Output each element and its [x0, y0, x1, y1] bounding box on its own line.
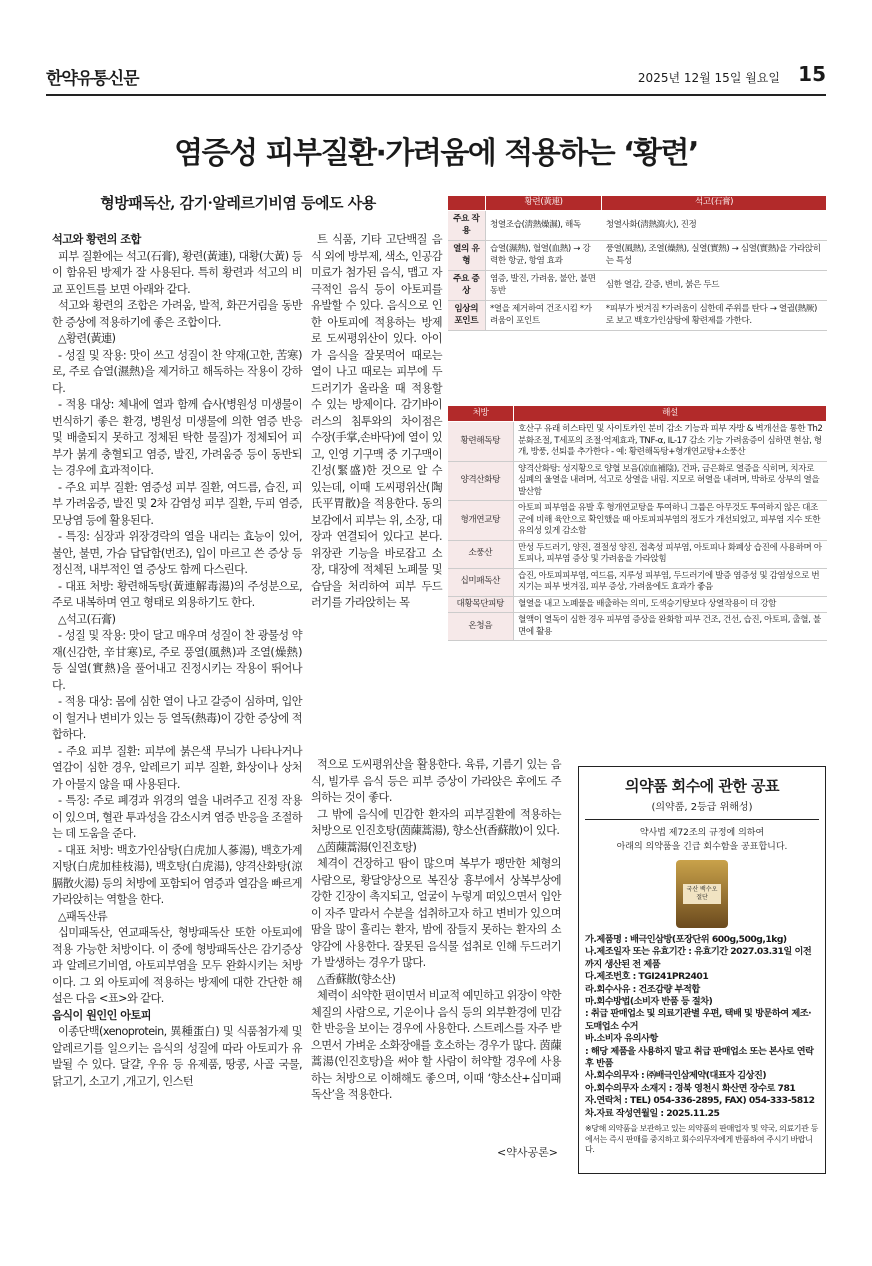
article-column-3 [311, 757, 561, 1104]
row-label: 주요 증상 [448, 271, 486, 301]
prescription-table [447, 405, 827, 641]
table-cell: 청열사화(淸熱瀉火), 진정 [602, 211, 827, 241]
prescription-name: 소풍산 [448, 540, 514, 568]
paragraph: 석고와 황련의 조합은 가려움, 발적, 화끈거림을 동반한 증상에 적용하기에 좋은 조합이다. [52, 299, 302, 329]
notice-item: 마.회수방법(소비자 반품 등 절차) [585, 996, 713, 1008]
paragraph: - 대표 처방: 황련해독탕(黃連解毒湯)의 주성분으로, 주로 내복하며 연고 형태로 외용하기도 한다. [52, 579, 302, 609]
prescription-name: 십미패독산 [448, 568, 514, 596]
table-cell: 심한 열감, 갈증, 변비, 붉은 두드 [602, 271, 827, 301]
table-cell: 청열조습(淸熱燥濕), 해독 [486, 211, 602, 241]
notice-item: 사.회수의무자 : ㈜배극인삼제약(대표자 김상진) [585, 1070, 767, 1082]
paragraph: - 적용 대상: 체내에 열과 함께 습사(병원성 미생물이 번식하기 좋은 환경, 병원성 미생물에 의한 염증 반응 및 배출되지 못하고 정체된 탁한 물질)가 정체되어 피부가 붉게 충혈되고 염증, 발진, 가려움증 등이 동반되는 경우에 효과적이다. [52, 398, 302, 477]
paragraph: - 성질 및 작용: 맛이 달고 매우며 성질이 찬 광물성 약재(신감한, 辛甘寒)로, 주로 풍열(風熱)과 조열(燥熱) 등 실열(實熱)을 풀어내고 진정시키는 작용이 뛰어나다. [52, 629, 302, 692]
paragraph: - 적용 대상: 몸에 심한 열이 나고 갈증이 심하며, 입안이 헐거나 변비가 있는 등 열독(熱毒)이 강한 증상에 적합하다. [52, 695, 302, 741]
paragraph: 그 밖에 음식에 민감한 환자의 피부질환에 적용하는 처방으로 인진호탕(茵蔯蒿湯), 향소산(香蘇散)이 있다. [311, 807, 561, 837]
product-label: 국산 백수오 절단 [683, 884, 721, 904]
notice-item: 가.제품명 : 배극인삼방(포장단위 600g,500g,1kg) [585, 934, 787, 945]
prescription-name: 황련해독탕 [448, 422, 514, 462]
table-header: 해설 [514, 406, 827, 422]
table-cell: 혈액이 열독이 심한 경우 피부염 증상을 완화함 피부 건조, 건선, 습진, 아토피, 출혈, 불면에 활용 [514, 613, 827, 641]
table-row [448, 422, 827, 462]
table-row [448, 271, 827, 301]
notice-item: 라.회수사유 : 건조감량 부적합 [585, 983, 700, 995]
table-cell: 호산구 유래 히스타민 및 사이토카인 분비 감소 기능과 피부 자방 & 벽개선을 통한 Th2 분화조절, T세포의 조절·억제효과, TNF-α, IL-17 감소 기능 가려움증이 심하면 현삼, 형개, 방풍, 선퇴를 추가한다 - 예: 황련해독탕+형개연교탕+소풍산 [514, 422, 827, 462]
table-header: 처방 [448, 406, 514, 422]
table-cell: *피부가 벗겨짐 *가려움이 심한데 주위를 탄다 → 열궐(熱厥)로 보고 백호가인삼탕에 황련제를 가한다. [602, 301, 827, 331]
paragraph: 체력이 쇠약한 편이면서 비교적 예민하고 위장이 약한 체질의 사람으로, 기운이나 음식 등의 외부환경에 민감한 반응을 보이는 경우에 사용한다. 스트레스를 자주 받으면서 가벼운 소화장애를 호소하는 경우가 많다. 茵蔯蒿湯(인진호탕)을 써야 할 사람이 허약할 경우에 사용하는 처방으로 이해해도 좋으며, 이때 ‘향소산+십미패독산’을 적용한다. [311, 989, 561, 1101]
article-subtitle: 형방패독산, 감기·알레르기비염 등에도 사용 [100, 194, 376, 212]
paragraph: △香蘇散(향소산) [317, 972, 396, 986]
article-title: 염증성 피부질환·가려움에 적용하는 ‘황련’ [174, 136, 698, 171]
table-cell: 습진, 아토피피부염, 여드름, 지루성 피부염, 두드러기에 발증 염증성 및 감염성으로 번지기는 피부 벗겨짐, 피부 증상, 가려움에도 효과가 좋음 [514, 568, 827, 596]
table-cell: 혈열을 내고 노폐물을 배출하는 의미, 도색승기탕보다 상열작용이 더 강함 [514, 596, 827, 613]
row-label: 주요 작용 [448, 211, 486, 241]
table-row [448, 568, 827, 596]
table-row [448, 540, 827, 568]
table-row [448, 613, 827, 641]
notice-item: 바.소비자 유의사항 [585, 1033, 658, 1045]
paragraph: - 특징: 심장과 위장경락의 열을 내리는 효능이 있어, 불안, 불면, 가슴 답답함(번조), 입이 마르고 쓴 증상 등 정신적, 내부적인 열 증상도 함께 다스린다. [52, 530, 302, 576]
article-column-1 [52, 232, 302, 1090]
notice-item: 다.제조번호 : TGI241PR2401 [585, 971, 709, 983]
paragraph: 십미패독산, 연교패독산, 형방패독산 또한 아토피에 적용 가능한 처방이다. 이 중에 형방패독산은 감기증상과 알레르기비염, 아토피부염을 모두 완화시키는 처방이다. 그 외 아토피에 적용하는 방제에 대한 간단한 해설은 다음 <표>와 같다. [52, 926, 302, 1005]
paragraph: 트 식품, 기타 고단백질 음식 외에 방부제, 색소, 인공감미료가 첨가된 음식, 맵고 자극적인 음식 등이 아토피를 유발할 수 있다. 음식으로 인한 아토피에 적용하는 방제로 도씨평위산이 있다. 아이가 음식을 잘못먹어 때로는 열이 나고 때로는 피부에 두드러기가 올라올 때 적용할 수 있는 방제이다. 감기바이러스의 침투와의 차이점은 수장(手掌,손바닥)에 열이 있고, 인영 기구맥 중 기구맥이 긴성(緊盛)한 것으로 알 수 있는데, 이때 도씨평위산(陶氏平胃散)을 적용한다. 동의보감에서 피부는 위, 소장, 대장과 연결되어 있다고 본다. 위장관 기능을 바로잡고 소장, 대장에 적체된 노폐물 및 습담을 처리하여 피부 두드러기를 가라앉히는 목 [311, 233, 442, 609]
header-divider [46, 94, 826, 96]
issue-date: 2025년 12월 15일 월요일 [637, 71, 780, 85]
table-cell: 만성 두드러기, 양진, 결절성 양진, 접촉성 피부염, 아토피나 화폐상 습진에 사용하며 아토피나, 피부염 증상 및 가려움을 가라앉힘 [514, 540, 827, 568]
paragraph: △석고(石膏) [58, 612, 116, 626]
notice-law-line: 아래의 의약품을 긴급 회수함을 공표합니다. [616, 842, 788, 852]
table-cell: 염증, 발진, 가려움, 불안, 불면 동반 [486, 271, 602, 301]
divider [585, 819, 819, 820]
paragraph: △황련(黃連) [58, 332, 116, 345]
paragraph: 적으로 도씨평위산을 활용한다. 육류, 기름기 있는 음식, 빌가루 음식 등은 피부 증상이 가라앉은 후에도 주의하는 것이 좋다. [311, 758, 561, 804]
page-number: 15 [798, 62, 826, 86]
newspaper-logo: 한약유통신문 [46, 69, 139, 89]
table-row [448, 596, 827, 613]
notice-item: 차.자료 작성연월일 : 2025.11.25 [585, 1107, 720, 1119]
prescription-name: 양격산화탕 [448, 461, 514, 501]
article-column-2 [311, 232, 442, 612]
section-heading: 석고와 황련의 조합 [52, 233, 141, 246]
table-row [448, 501, 827, 541]
notice-law-line: 약사법 제72조의 규정에 의하여 [639, 828, 765, 838]
table-cell: 양격산화탕: 성지황으로 양혈 보음(凉血補陰), 건파, 금은화로 열증을 식히며, 치자로 심폐의 울열을 내려며, 석고로 상열을 내림. 지모로 허열을 내려며, 박하로 상부의 열을 발산함 [514, 461, 827, 501]
table-cell: 풍열(風熱), 조열(燥熱), 실열(實熱) → 심열(實熱)을 가라앉히는 특성 [602, 241, 827, 271]
prescription-name: 대황목단피탕 [448, 596, 514, 613]
table-row [448, 241, 827, 271]
notice-item: 자.연락처 : TEL) 054-336-2895, FAX) 054-333-5812 [585, 1095, 815, 1107]
table-row [448, 461, 827, 501]
article-source: <약사공론> [497, 1146, 558, 1159]
section-heading: 음식이 원인인 아토피 [52, 1008, 152, 1022]
prescription-name: 온청음 [448, 613, 514, 641]
paragraph: 이종단백(xenoprotein, 異種蛋白) 및 식품첨가제 및 알레르기를 일으키는 음식의 성질에 따라 아토피가 유발될 수 있다. 달걀, 우유 등 유제품, 땅콩, 사골 국물, 닭고기, 소고기 ,개고기, 인스턴 [52, 1025, 302, 1088]
product-image [676, 860, 728, 928]
comparison-table [447, 195, 827, 331]
paragraph: △패독산류 [58, 909, 108, 923]
table-cell: 아토피 피부염을 유발 후 형개연교탕을 투여하니 그룹은 아무것도 투여하지 않은 대조군에 비해 육안으로 확인했을 때 아토피피부염의 정도가 개선되었고, 피부염 지수 또한 유의성 있게 감소함 [514, 501, 827, 541]
page-header [46, 62, 826, 92]
notice-item: 나.제조일자 또는 유효기간 : 유효기간 2027.03.31일 이전까지 생산된 전 제품 [585, 946, 812, 970]
paragraph: △茵蔯蒿湯(인진호탕) [317, 840, 417, 854]
notice-item: : 해당 제품을 사용하지 말고 취급 판매업소 또는 본사로 연락 후 반품 [585, 1045, 814, 1070]
paragraph: 피부 질환에는 석고(石膏), 황련(黃連), 대황(大黃) 등이 함유된 방제가 잘 사용된다. 특히 황련과 석고의 비교 포인트를 보면 아래와 같다. [52, 249, 302, 296]
table-header [448, 196, 486, 211]
paragraph: - 주요 피부 질환: 염증성 피부 질환, 여드름, 습진, 피부 가려움증, 발진 및 2차 감염성 피부 질환, 두피 염증, 모낭염 등에 활용된다. [52, 480, 302, 527]
table-header: 황련(黃連) [486, 196, 602, 211]
notice-item: 아.회수의무자 소재지 : 경북 영천시 화산면 장수로 781 [585, 1082, 796, 1094]
notice-subtitle: (의약품, 2등급 위해성) [651, 802, 753, 813]
paragraph: - 특징: 주로 폐경과 위경의 열을 내려주고 진정 작용이 있으며, 혈관 투과성을 감소시켜 염증 반응을 조절하는 데 도움을 준다. [52, 794, 302, 840]
table-cell: *열을 제거하여 건조시킴 *가려움이 포인트 [486, 301, 602, 331]
table-row [448, 211, 827, 241]
notice-footnote: ※당해 의약품을 보관하고 있는 의약품의 판매업자 및 약국, 의료기관 등에서는 즉시 판매를 중지하고 회수의무자에게 반품하여 주시기 바랍니다. [585, 1124, 818, 1155]
table-cell: 습열(濕熱), 혈열(血熱) → 강력한 항균, 항염 효과 [486, 241, 602, 271]
row-label: 임상의 포인트 [448, 301, 486, 331]
recall-notice [578, 766, 826, 1174]
paragraph: - 주요 피부 질환: 피부에 붉은색 무늬가 나타나거나 열감이 심한 경우, 알레르기 피부 질환, 화상이나 상처가 아물지 않을 때 사용된다. [52, 744, 302, 791]
row-label: 열의 유형 [448, 241, 486, 271]
notice-items [585, 934, 819, 1120]
notice-title: 의약품 회수에 관한 공표 [624, 777, 780, 795]
paragraph: - 대표 처방: 백호가인삼탕(白虎加人蔘湯), 백호가계지탕(白虎加桂枝湯), 백호탕(白虎湯), 양격산화탕(涼膈散火湯) 등의 처방에 포함되어 염증과 열감을 빠르게 가라앉히는 역할을 한다. [52, 843, 302, 906]
table-row [448, 301, 827, 331]
paragraph: - 성질 및 작용: 맛이 쓰고 성질이 찬 약재(고한, 苦寒)로, 주로 습열(濕熱)을 제거하고 해독하는 작용이 강하다. [52, 348, 302, 395]
table-header: 석고(石膏) [602, 196, 827, 211]
prescription-name: 형개연교탕 [448, 501, 514, 541]
notice-item: : 취급 판매업소 및 의료기관별 우편, 택배 및 방문하여 제조·도매업소 수거 [585, 1008, 812, 1032]
paragraph: 체격이 건장하고 땀이 많으며 복부가 팽만한 체형의 사람으로, 황달양상으로 복진상 흉부에서 상복부상에 강한 긴장이 촉지되고, 얼굴이 누렇게 떠있으면서 입안이 자주 말라서 수분을 섭취하고자 하고 변비가 있으며 땀을 많이 흘리는 환자, 밤에 잠들지 못하는 환자의 소양감에 사용한다. 잘못된 음식물 섭취로 인해 두드러기가 발생하는 경우가 많다. [311, 857, 561, 969]
